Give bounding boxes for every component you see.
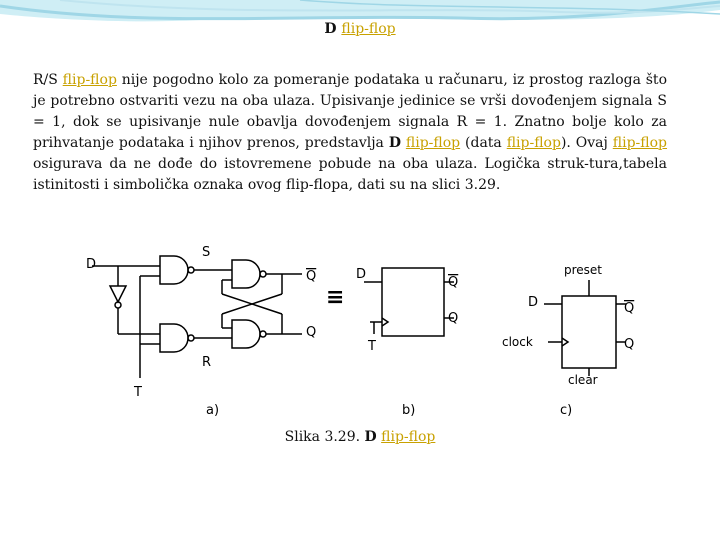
- text-part-4: ). Ovaj: [560, 135, 613, 151]
- label-b: b): [402, 403, 416, 418]
- equivalence-symbol: ≡: [326, 285, 345, 310]
- slide-title: [0, 21, 720, 37]
- caption-bold: D: [364, 429, 377, 445]
- figure-diagram: [82, 238, 674, 418]
- caption-text: Slika 3.29.: [284, 429, 365, 445]
- caption-link[interactable]: flip-flop: [381, 429, 436, 445]
- label-b-qbar: Q: [448, 275, 459, 290]
- label-a-r: R: [202, 355, 212, 370]
- figure-d-flip-flop: [82, 238, 674, 418]
- diagram-c-box: [544, 280, 626, 376]
- diagram-b-box: [364, 268, 454, 336]
- label-a-d: D: [86, 257, 97, 272]
- label-a: a): [206, 403, 220, 418]
- text-part-2: nije pogodno kolo za pomeranje podataka u računaru, iz prostog razloga što je potrebno ostvariti vezu na oba ulaza. Upisivanje jedinice se vrši dovođenjem signala S = 1, dok se upisivanje nule obavlja dovođenjem signala R = 1. Znatno bolje kolo za prihvatanje podataka i njihov prenos, predstavlja: [33, 72, 667, 151]
- label-c-qbar: Q: [624, 301, 635, 316]
- label-c-clock: clock: [502, 335, 533, 349]
- body-paragraph: [33, 70, 667, 196]
- label-b-d: D: [356, 267, 367, 282]
- label-a-s: S: [202, 245, 211, 260]
- diagram-a-logic: [92, 256, 302, 378]
- label-b-q: Q: [448, 311, 459, 326]
- link-flip-flop-2[interactable]: flip-flop: [405, 135, 461, 151]
- link-flip-flop-1[interactable]: flip-flop: [62, 72, 117, 88]
- label-c-q: Q: [624, 337, 635, 352]
- figure-caption: [0, 429, 720, 445]
- text-part-5: osigurava da ne dođe do istovremene pobude na oba ulaza. Logička struk-tura,tabela istinitosti i simbolička oznaka ovog flip-flopa, dati su na slici 3.29.: [33, 156, 667, 193]
- label-a-q: Q: [306, 325, 317, 340]
- title-prefix: D: [324, 21, 337, 37]
- label-c-preset: preset: [564, 263, 603, 277]
- text-rs: R/S: [33, 72, 58, 88]
- link-flip-flop-4[interactable]: flip-flop: [612, 135, 668, 151]
- label-a-t: T: [134, 385, 142, 400]
- text-part-3: (data: [460, 135, 507, 151]
- label-a-qbar: Q: [306, 269, 317, 284]
- title-link[interactable]: flip-flop: [341, 21, 396, 37]
- label-c: c): [560, 403, 573, 418]
- label-b-t: T: [368, 339, 376, 354]
- label-c-clear: clear: [568, 373, 598, 387]
- label-c-d: D: [528, 295, 539, 310]
- link-flip-flop-3[interactable]: flip-flop: [506, 135, 561, 151]
- text-d-bold: D: [388, 135, 401, 151]
